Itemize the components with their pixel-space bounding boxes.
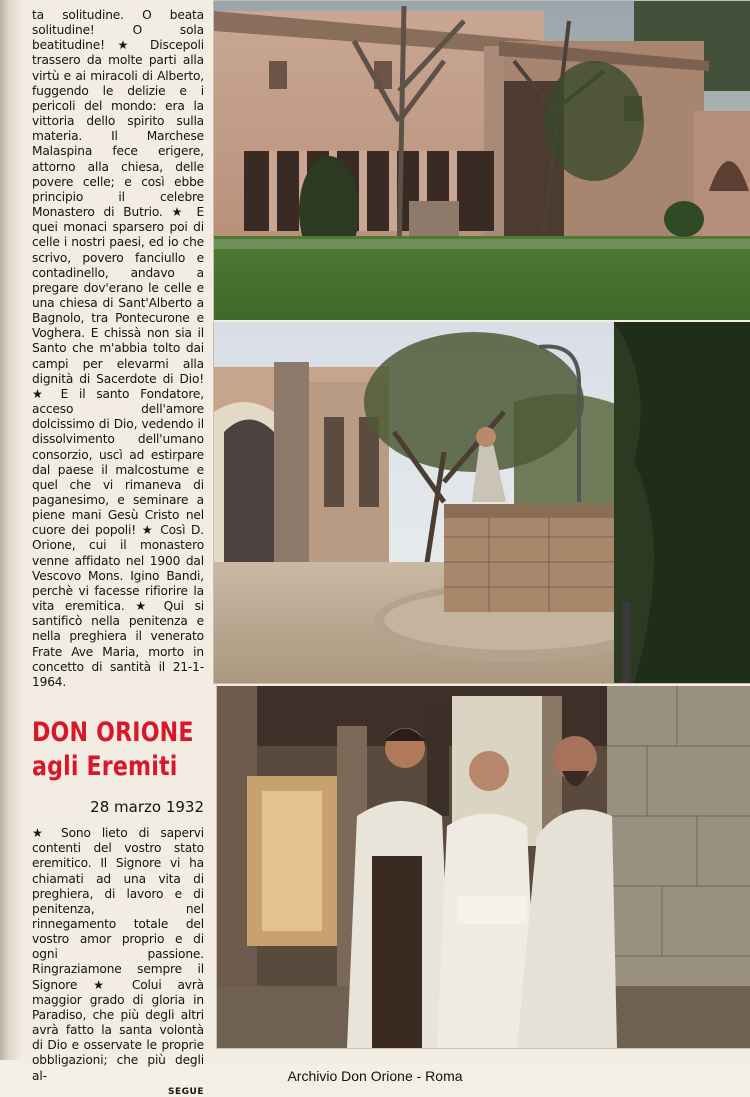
page-spine-shadow <box>0 0 22 1060</box>
well-statue-illustration <box>214 322 750 683</box>
hermits-illustration <box>217 686 750 1048</box>
letter-body: ★ Sono lieto di sapervi contenti del vostro stato eremitico. Il Signore vi ha chiamati ad una vita di preghiera, di lavoro e di penitenza, nel rinnegamento totale del vostro amor proprio e di ogni passione. Ringraziamone sempre il Signore ★ Colui avrà maggior grado di gloria in Paradiso, che più degli altri avrà fatto la santa volontà di Dio e osservate le proprie obbligazioni; che più degli al- <box>32 826 204 1083</box>
article-body: ta solitudine. O beata solitudine! O sola beatitudine! ★ Discepoli trassero da molte parti alla virtù e ai miracoli di Alberto, fuggendo le delizie e i pericoli del mondo: era la vittoria dello spirito sulla materia. Il Marchese Malaspina fece erigere, attorno alla chiesa, delle povere celle; e così ebbe principio il celebre Monastero di Butrio. ★ E quei monaci sparsero poi di celle i nostri paesi, ed io che scrivo, povero fanciullo e contadinello, andavo a pregare dov'erano le celle e una chiesa di Sant'Alberto a Bagnolo, tra Pontecurone e Voghera. E chissà non sia il Santo che m'abbia tolto dai campi per elevarmi alla dignità di Sacerdote di Dio! ★ E il santo Fondatore, acceso dell'amore dolcissimo di Dio, vedendo il dissolvimento dell'umano consorzio, uscì ad estirpare dal paese il malcostume e quel che vi rimaneva di paganesimo, e seminare a piene mani Gesù Cristo nel cuore dei popoli! ★ Così D. Orione, cui il monastero venne affidato nel 1900 dal Vescovo Mons. Igino Bandi, perchè vi facesse rifiorire la vita eremitica. ★ Qui si santificò nella penitenza e nella preghiera il venerato Frate Ave Maria, morto in concetto di santità il 21-1-1964. <box>32 8 204 689</box>
monastery-courtyard-illustration <box>214 1 750 321</box>
headline-line-1: DON ORIONE <box>32 717 194 749</box>
archive-caption: Archivio Don Orione - Roma <box>287 1068 463 1084</box>
letter-date: 28 marzo 1932 <box>90 798 204 817</box>
monastery-courtyard-photo <box>213 0 750 322</box>
continue-label: SEGUE <box>168 1086 204 1097</box>
article-headline <box>32 716 204 784</box>
text-column <box>32 8 204 1097</box>
headline-line-2: agli Eremiti <box>32 751 178 783</box>
hermits-photo <box>216 684 750 1049</box>
well-statue-photo <box>213 320 750 684</box>
